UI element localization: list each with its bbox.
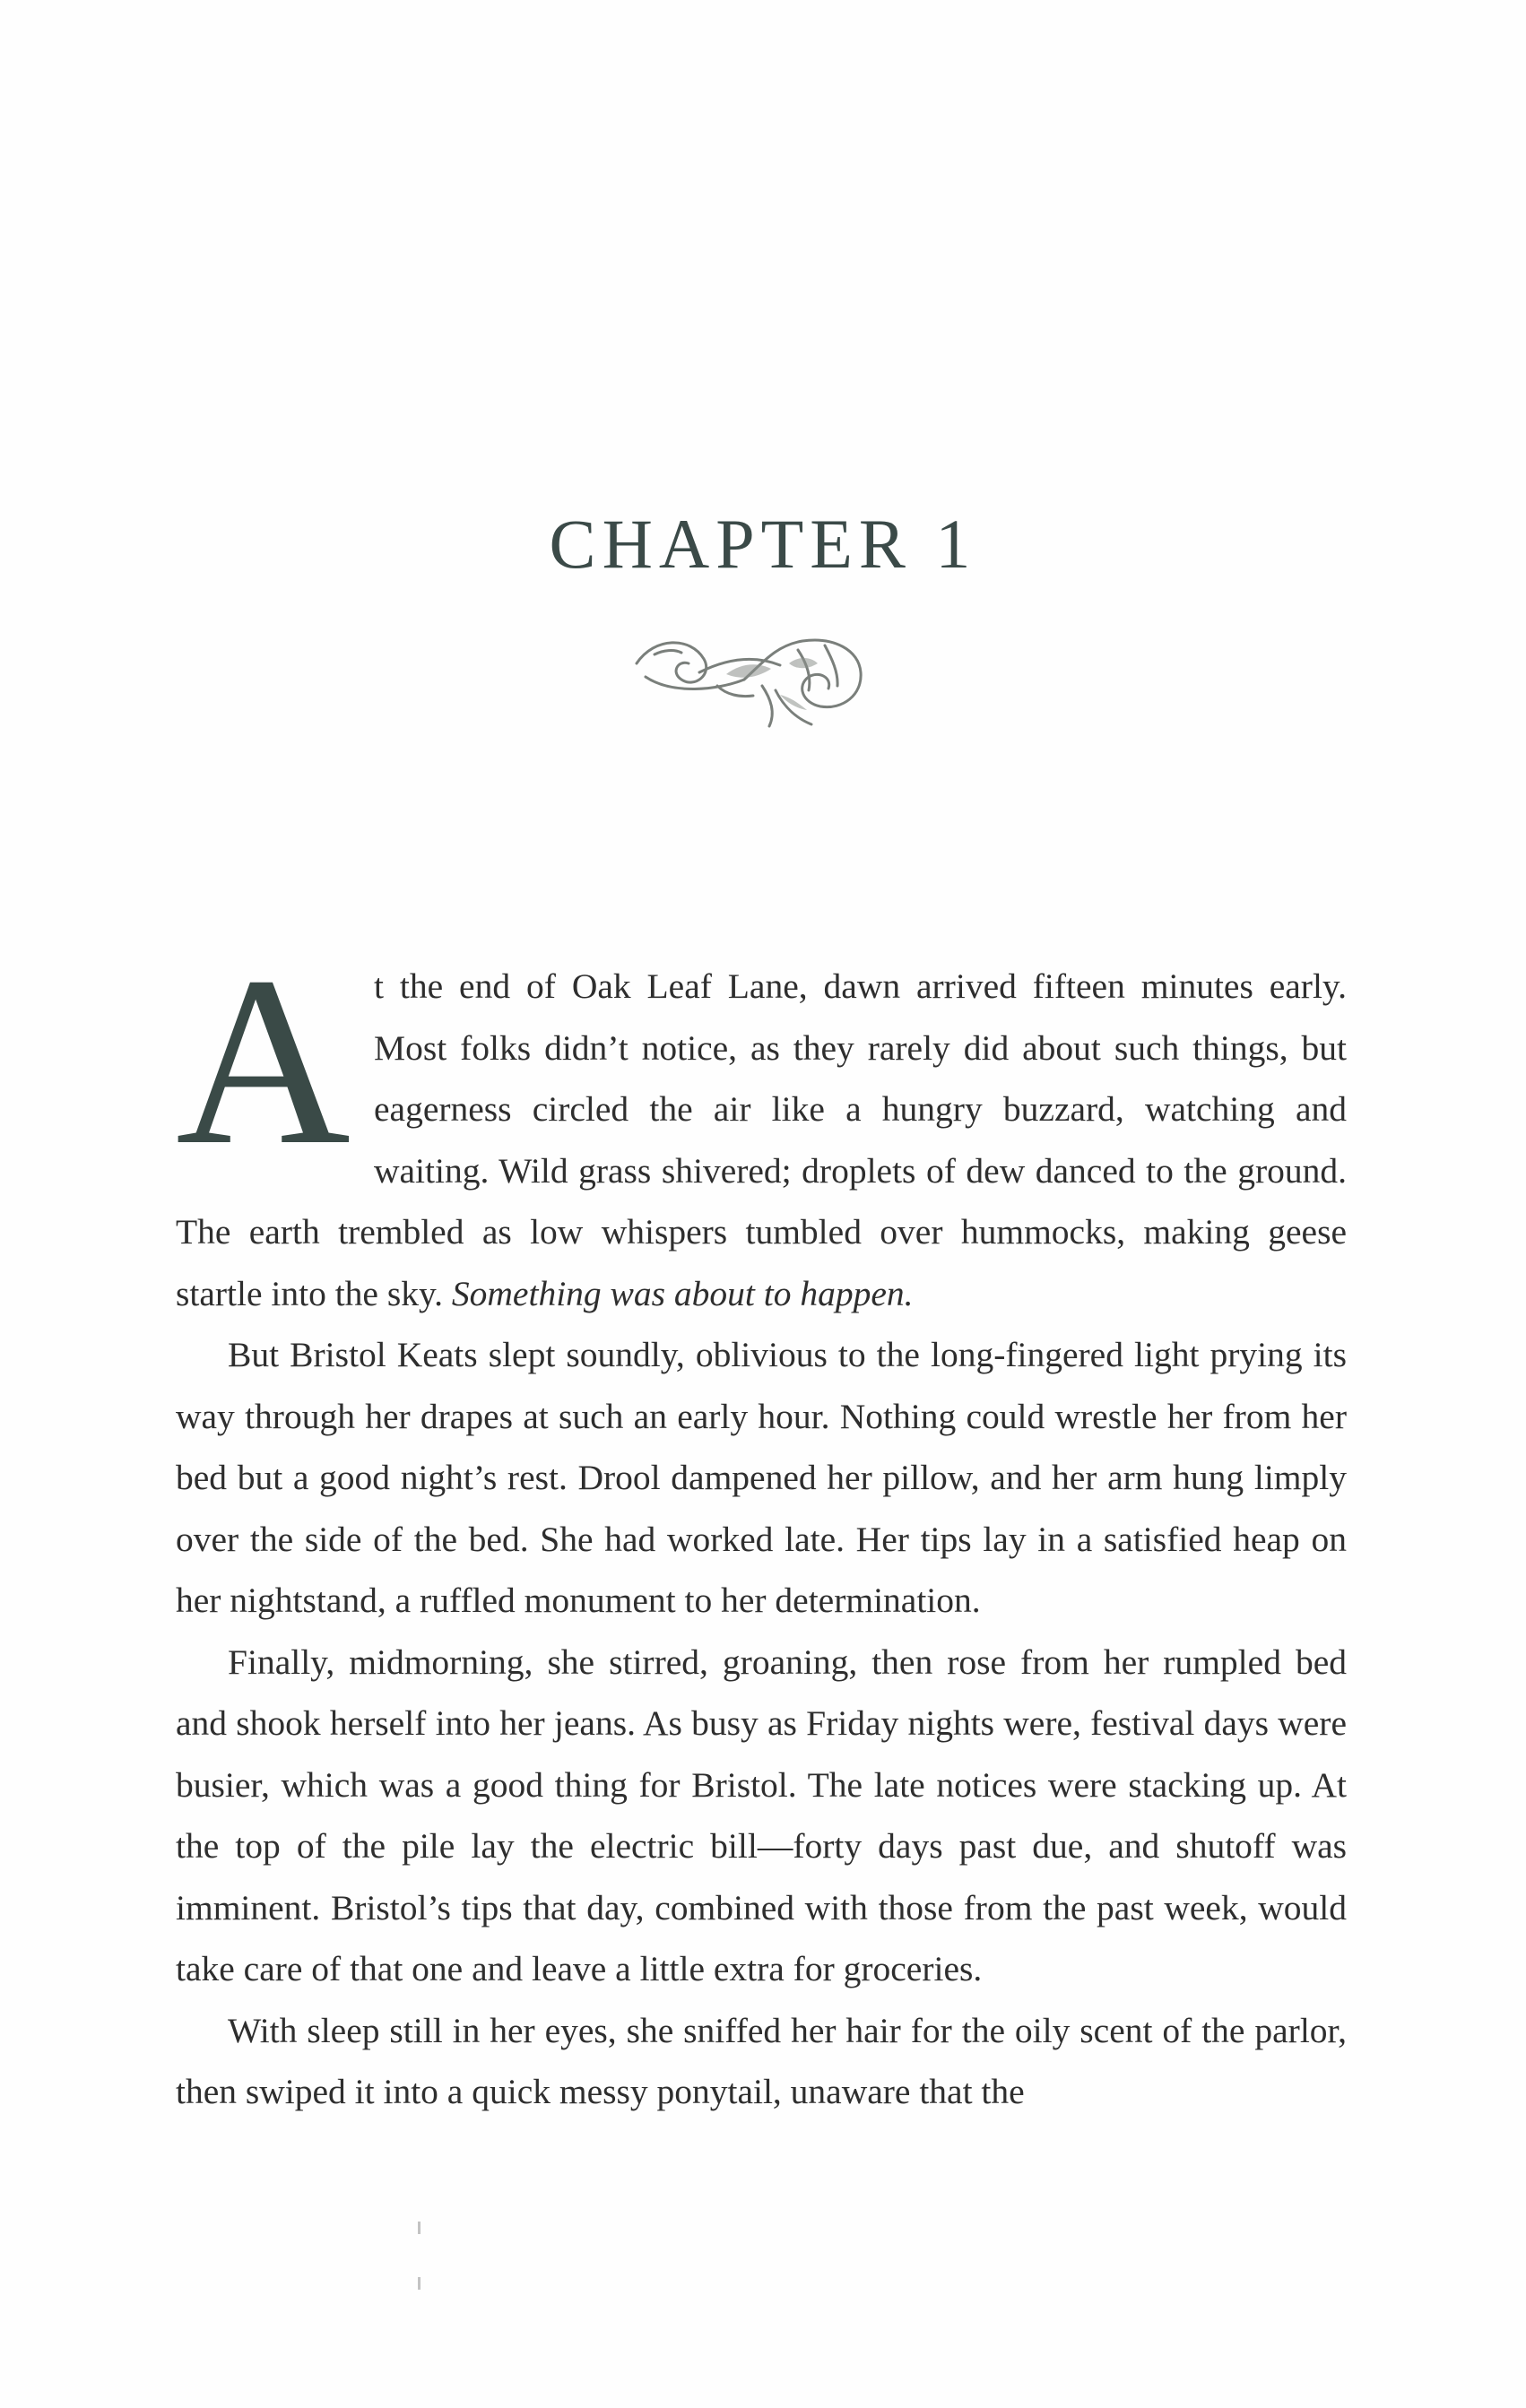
opening-italic-phrase: Something was about to happen. bbox=[451, 1273, 914, 1313]
scan-speck bbox=[418, 2277, 421, 2290]
paragraph: Finally, midmorning, she stirred, groaning, then rose from her rumpled bed and shook herself into her jeans. As busy as Friday nights were, festival days were busier, which was a good thing for Bristol. The late notices were stacking up. At the top of the pile lay the electric bill—forty days past due, and shutoff was imminent. Bristol’s tips that day, combined with those from the past week, would take care of that one and leave a little extra for groceries. bbox=[176, 1641, 1347, 1988]
paragraph: But Bristol Keats slept soundly, oblivious to the long-fingered light prying its way through her drapes at such an early hour. Nothing could wrestle her from her bed but a good night’s rest. Drool dampened her pillow, and her arm hung limply over the side of the bed. She had worked late. Her tips lay in a satisfied heap on her nightstand, a ruffled monument to her determination. bbox=[176, 1335, 1347, 1620]
scan-speck bbox=[418, 2222, 421, 2234]
acanthus-scroll-ornament-icon bbox=[619, 610, 906, 735]
chapter-body bbox=[176, 927, 1347, 2123]
chapter-heading: CHAPTER 1 bbox=[549, 505, 977, 583]
paragraph: With sleep still in her eyes, she sniffed her hair for the oily scent of the parlor, then swiped it into a quick messy ponytail, unaware that the bbox=[176, 2010, 1347, 2111]
opening-paragraph-text: t the end of Oak Leaf Lane, dawn arrived fifteen minutes early. Most folks didn’t notice, as they rarely did about such things, but eagerness circled the air like a hungry buzzard, watching and waiting. Wild grass shivered; droplets of dew danced to the ground. The earth trembled as low whispers tumbled over hummocks, making geese startle into the sky. bbox=[176, 966, 1347, 1313]
opening-paragraph bbox=[176, 927, 1347, 1324]
drop-cap: A bbox=[176, 927, 351, 1195]
